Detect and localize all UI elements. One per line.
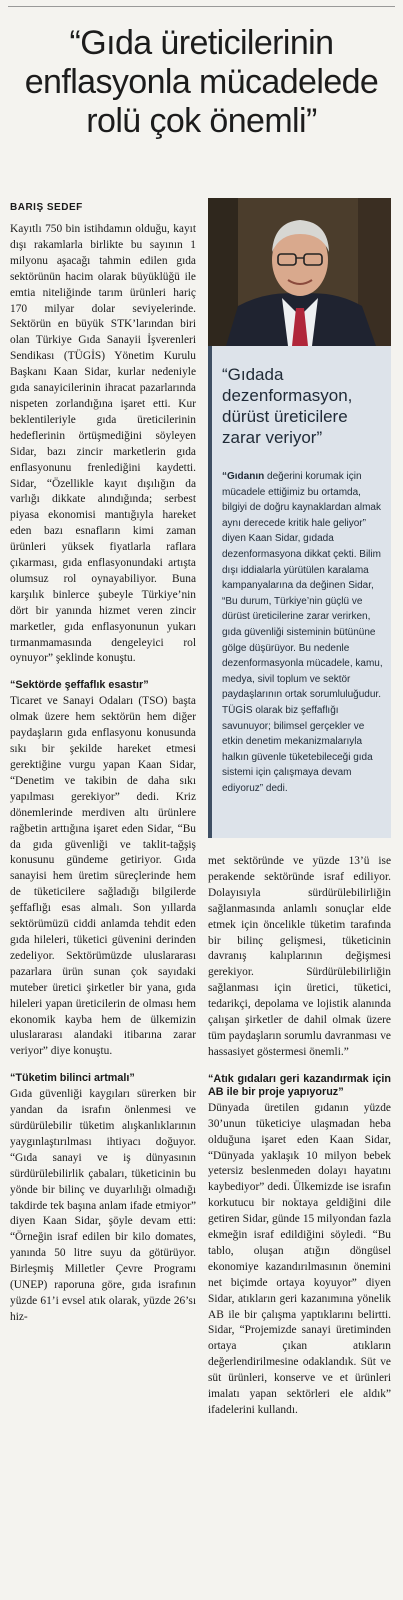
pull-quote-lead: “Gıdanın <box>222 471 265 482</box>
article-column-left <box>10 222 196 1328</box>
paragraph: Kayıtlı 750 bin istihdamın olduğu, kayıt dışı rakamlarla birlikte bu sayının 1 milyonu aşacağı tahmin edilen gıda sektörünün hacim olarak büyüklüğü ile emtia niteliğinde tarım ürünleri hariç 170 milyar dolar seviyelerinde. Sektörün en büyük STK’larından biri olan Türkiye Gıda Sanayii İşverenleri Sendikası (TÜGİS) Yönetim Kurulu Başkanı Kaan Sidar, kurlar nedeniyle gıda sanayicilerinin ihracat pazarlarında nispeten zorlandığına işaret etti. Kur beklentileriyle gıda üreticilerinin hedeflerinin örtüşmediğini söyleyen Sidar, bazı zincir marketlerin gıda enflasyonunu frenlediğini kaydetti. Sidar, “Özellikle kayıt dışılığın da varlığı dikkate alındığında; serbest piyasa ekonomisi mantığıyla hareket eden bazı esnafların kimi zaman ürünleri yüksek fiyatlarla raflara çıkarması, gıda enflasyonundaki artışta olumsuz rol oynayabiliyor. Buna karşılık binlerce şubeyle Türkiye’nin dört bir yanında hizmet veren zincir marketler, gıda enflasyonunun yukarı tırmanmamasında dengeleyici rol oynuyor” şeklinde konuştu. <box>10 223 196 665</box>
paragraph: Ticaret ve Sanayi Odaları (TSO) başta olmak üzere hem sektörün hem diğer paydaşların gıda enflasyonu konusunda sıkı bir şekilde hareket etmesi gerektiğine vurgu yapan Kaan Sidar, “Denetim ve takibin de daha sıkı yapılması gerekiyor” dedi. Kriz dönemlerinde merdiven altı ürünlere rağbetin arttığına işaret eden Sidar, “Bu da gıda güvenliği ve taklit-tağşiş konusunu gündeme getiriyor. Gıda sanayisi hem üretim süreçlerinde hem de tüketicilere sağladığı bilgilerde şeffaflığı esas almalı. Son yıllarda sektörümüzü ciddi anlamda tehdit eden gıda hileleri, tüketici güvenini derinden zedeliyor. Sektörümüzde uluslararası pazarlara ürün sunan çok sayıdaki muteber üretici şirketler bir yana, gıda hileleri yapan üreticilerin de olması hem ekonomik kayba hem de ülkemizin uluslararası alandaki itibarına zarar veriyor” diye konuştu. <box>10 695 196 1058</box>
pull-quote-box <box>208 346 391 838</box>
top-rule <box>8 6 395 7</box>
headline: “Gıda üreticilerinin enflasyonla mücadelede rolü çok önemli” <box>24 24 379 140</box>
subheading: “Tüketim bilinci artmalı” <box>10 1072 135 1085</box>
paragraph: met sektöründe ve yüzde 13’ü ise perakende sektöründe israf ediliyor. Dolayısıyla sürdürülebilirliğin sağlanmasında anlamlı sonuçlar elde etmek için öncelikle tüketim tarafında bir bilinç gelişmesi, tüketicinin davranış kalıplarının değişmesi gerekiyor. Sürdürülebilirliğin sağlanması için üretici, tüketici, tedarikçi, depolama ve lojistik alanında çalışan şirketler de dahil olmak üzere tüm paydaşların sorumlu davranması ve hassasiyet göstermesi önemli.” <box>208 855 391 1058</box>
pull-quote-body <box>222 469 387 796</box>
portrait-photo <box>208 198 391 346</box>
subheading: “Atık gıdaları geri kazandırmak için AB ile bir proje yapıyoruz” <box>208 1072 391 1098</box>
subheading: “Sektörde şeffaflık esastır” <box>10 679 149 692</box>
paragraph: Dünyada üretilen gıdanın yüzde 30’unun tüketiciye ulaşmadan heba olduğuna işaret eden Kaan Sidar, “Dünyada yaklaşık 10 milyon bebek yetersiz beslenmeden dolayı hayatını kaybediyor” dedi. Ülkemizde ise israfın korkutucu bir noktaya geldiğini dile getiren Sidar, günde 15 milyondan fazla ekmeğin israf edildiğini söyledi. “Bu tablo, oluşan atığın döngüsel ekonomiye kazandırılmasının önemini net biçimde ortaya koyuyor” diyen Sidar, atıkların geri kazanımına yönelik AB ile bir çalışma yaptıklarını belirtti. Sidar, “Projemizde sanayi üretiminden ortaya çıkan atıkların değerlendirilmesine odaklandık. Süt ve süt ürünleri, konserve ve et ürünleri imalatı yapan sektörleri ele aldık” ifadelerini kullandı. <box>208 1101 391 1416</box>
portrait-illustration <box>208 198 391 346</box>
pull-quote-text: değerini korumak için mücadele ettiğimiz bu ortamda, bilgiyi de doğru kaynaklardan almak aynı derecede kritik hale geliyor” diyen Kaan Sidar, gıdada dezenformasyona dikkat çekti. Bilim dışı iddialarla yürütülen karalama kampanyalarına da değinen Sidar, “Bu durum, Türkiye’nin güçlü ve dürüst üreticilerine zarar verirken, gıda güvenliği sisteminin bütününe gölge düşürüyor. Bu nedenle dezenformasyonla mücadele, kamu, medya, sivil toplum ve sektör paydaşlarının ortak sorumluluğudur. TÜGİS olarak biz şeffaflığı savunuyor; bilimsel gerçekler ve etkin denetim mekanizmalarıyla halkın güvenle tüketebileceği gıda sistemi için çalışmaya devam ediyoruz” dedi. <box>222 471 383 794</box>
quote-accent-bar <box>208 346 212 838</box>
byline: BARIŞ SEDEF <box>10 202 83 213</box>
article-column-right <box>208 854 391 1421</box>
paragraph: Gıda güvenliği kaygıları sürerken bir yandan da israfın önlenmesi ve sürdürülebilir tüketim alışkanlıklarının yaygınlaştırılması ihtiyacı doğuyor. “Gıda sanayi ve iş dünyasının sürdürülebilirlik çabaları, tüketicinin bu yönde bir bilinç ve duyarlılığı olmadığı takdirde tek başına anlam ifade etmiyor” diyen Kaan Sidar, şöyle devam etti: “Örneğin israf edilen bir kilo domates, yanında 50 litre suyu da götürüyor. Birleşmiş Milletler Çevre Programı (UNEP) raporuna göre, gıda israfının yüzde 61’i evsel atık olarak, yüzde 26’sı hiz- <box>10 1088 196 1323</box>
pull-quote-title: “Gıdada dezenformasyon, dürüst üreticilere zarar veriyor” <box>222 365 353 447</box>
